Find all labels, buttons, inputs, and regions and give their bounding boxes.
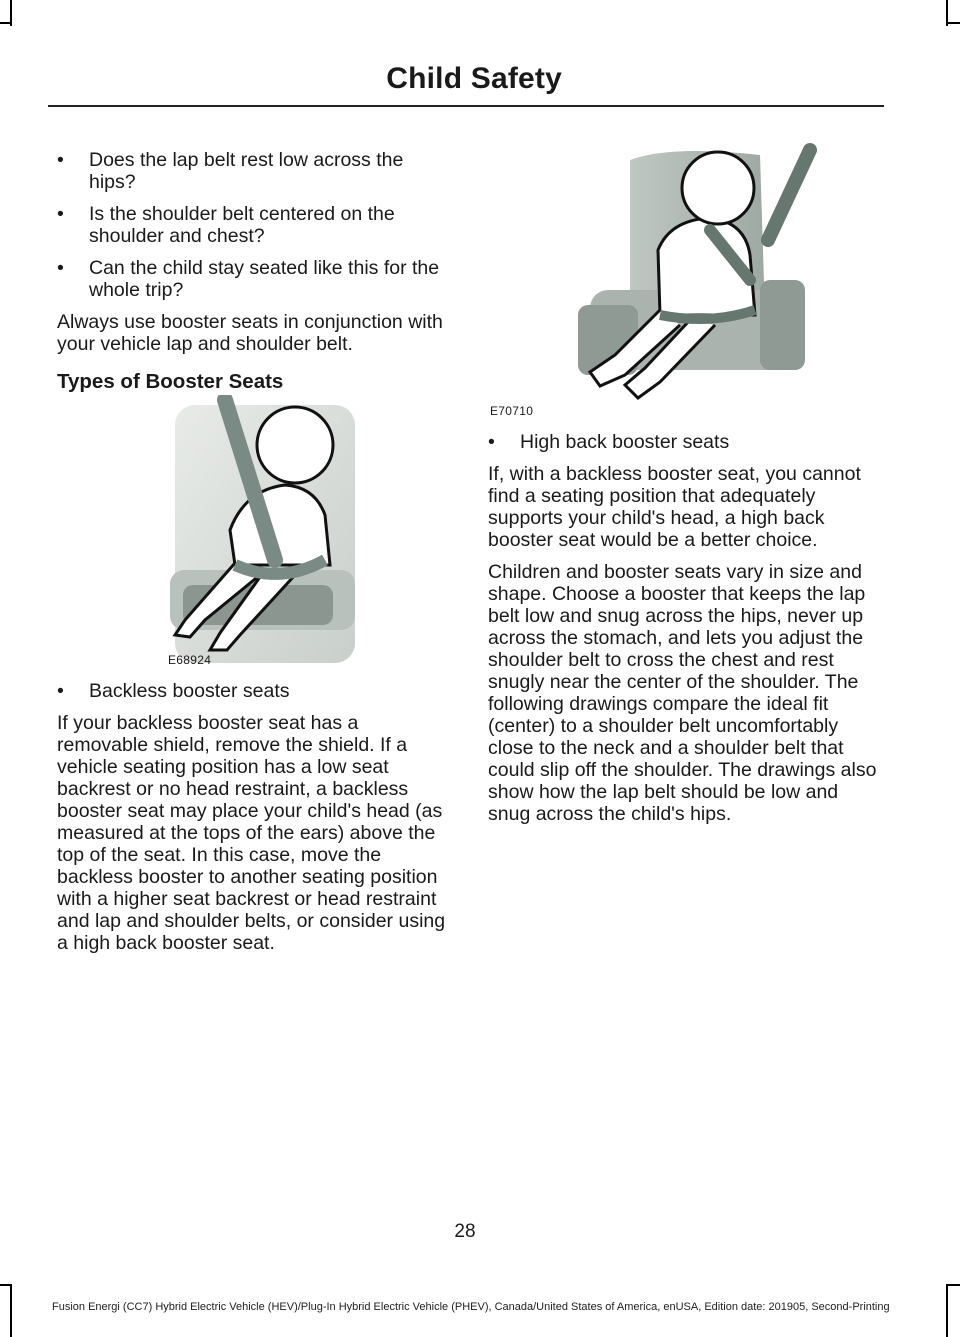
paragraph: Always use booster seats in conjunction with your vehicle lap and shoulder belt. xyxy=(57,311,443,355)
crop-mark xyxy=(10,1284,12,1337)
page-number: 28 xyxy=(454,1221,476,1242)
list-item xyxy=(57,257,449,301)
bullet-mark: • xyxy=(488,431,495,453)
crop-mark xyxy=(0,22,12,24)
left-column-bottom xyxy=(57,680,449,964)
crop-mark xyxy=(946,1284,948,1337)
figure-id: E70710 xyxy=(490,404,534,418)
list-item-text: Can the child stay seated like this for the whole trip? xyxy=(89,257,440,301)
list-item-text: Is the shoulder belt centered on the shoulder and chest? xyxy=(89,203,395,247)
list-item-text: High back booster seats xyxy=(520,431,730,453)
list-item xyxy=(488,431,882,453)
list-item xyxy=(57,680,449,702)
paragraph: If, with a backless booster seat, you cannot find a seating position that adequately supports your child's head, a high back booster seat would be a better choice. xyxy=(488,463,861,551)
high-back-booster-illustration xyxy=(560,140,820,402)
bullet-mark: • xyxy=(57,203,64,225)
backless-booster-illustration xyxy=(165,395,360,667)
list-item xyxy=(57,149,449,193)
list-item-text: Does the lap belt rest low across the hips? xyxy=(89,149,404,193)
bullet-mark: • xyxy=(57,680,64,702)
bullet-mark: • xyxy=(57,257,64,279)
crop-mark xyxy=(946,1284,960,1286)
bullet-mark: • xyxy=(57,149,64,171)
figure-id: E68924 xyxy=(168,653,212,667)
crop-mark xyxy=(0,1284,12,1286)
paragraph: If your backless booster seat has a removable shield, remove the shield. If a vehicle seating position has a low seat backrest or no head restraint, a backless booster seat may place your child's head (as measured at the tops of the ears) above the top of the seat. In this case, move the backless booster to another seating position with a higher seat backrest or head restraint and lap and shoulder belts, or consider using a high back booster seat. xyxy=(57,712,446,954)
page-title: Child Safety xyxy=(386,62,562,95)
list-item-text: Backless booster seats xyxy=(89,680,290,702)
list-item xyxy=(57,203,449,247)
right-column xyxy=(488,431,882,835)
paragraph: Children and booster seats vary in size and shape. Choose a booster that keeps the lap belt low and snug across the hips, never up across the stomach, and lets you adjust the shoulder belt to cross the chest and rest snugly near the center of the shoulder. The following drawings compare the ideal fit (center) to a shoulder belt uncomfortably close to the neck and a shoulder belt that could slip off the shoulder. The drawings also show how the lap belt should be low and snug across the child's hips. xyxy=(488,561,877,825)
left-column-top xyxy=(57,149,449,393)
crop-mark xyxy=(946,22,960,24)
section-heading: Types of Booster Seats xyxy=(57,370,284,393)
footer-text: Fusion Energi (CC7) Hybrid Electric Vehicle (HEV)/Plug-In Hybrid Electric Vehicle (PHEV), Canada/United States of America, enUSA, Edition date: 201905, Second-Printing xyxy=(52,1301,890,1313)
header-divider xyxy=(48,105,884,107)
